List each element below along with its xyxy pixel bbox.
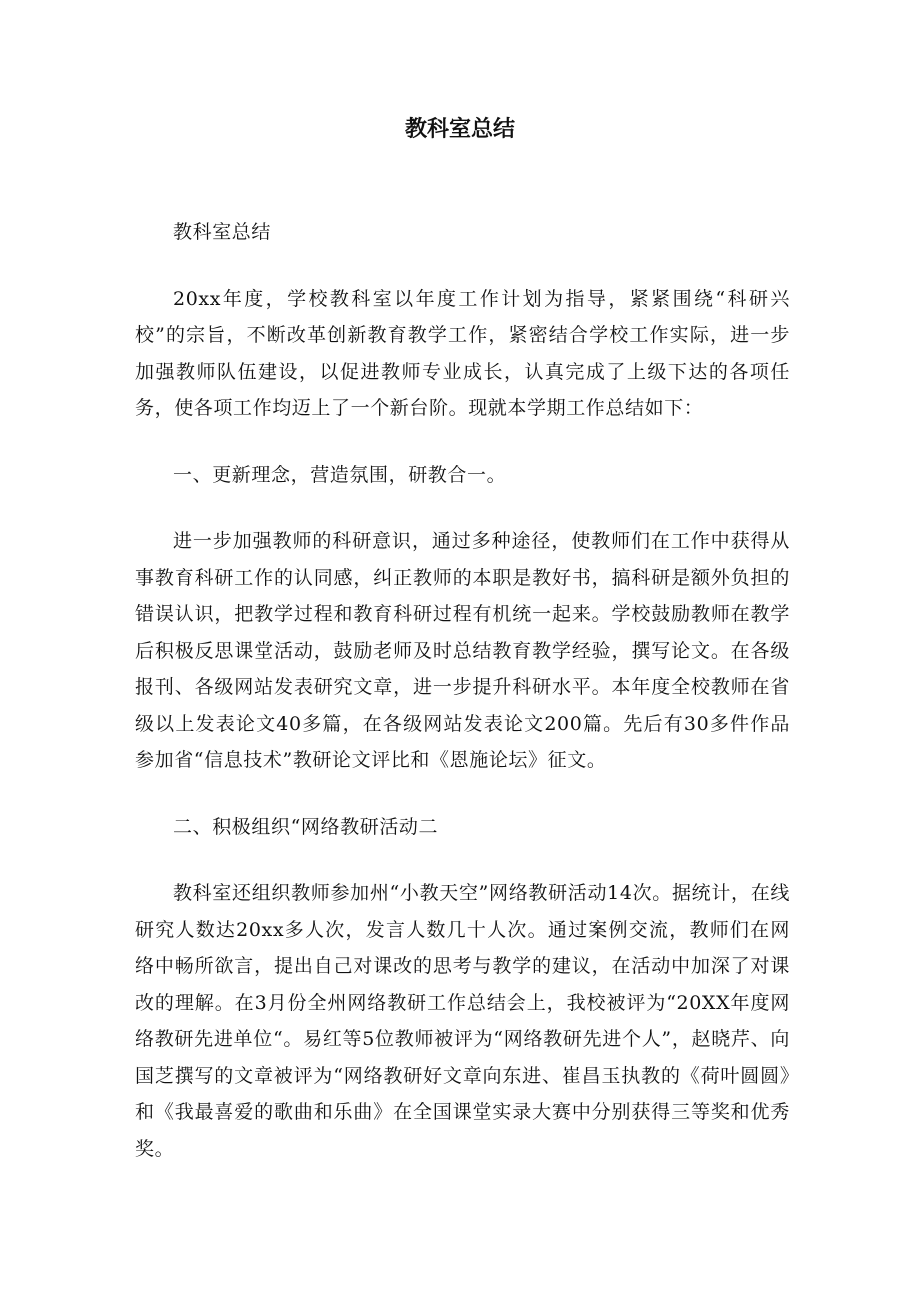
section-1-paragraph: 进一步加强教师的科研意识，通过多种途径，使教师们在工作中获得从事教育科研工作的认同感，纠正教师的本职是教好书，搞科研是额外负担的错误认识，把教学过程和教育科研过程有机统一起来。学校鼓励教师在教学后积极反思课堂活动，鼓励老师及时总结教育教学经验，撰写论文。在各级报刊、各级网站发表研究文章，进一步提升科研水平。本年度全校教师在省级以上发表论文40多篇，在各级网站发表论文200篇。先后有30多件作品参加省“信息技术”教研论文评比和《恩施论坛》征文。 — [135, 530, 790, 771]
document-body — [135, 214, 790, 1197]
section-2-paragraph: 教科室还组织教师参加州“小教天空”网络教研活动14次。据统计，在线研究人数达20xx多人次，发言人数几十人次。通过案例交流，教师们在网络中畅所欲言，提出自己对课改的思考与教学的建议，在活动中加深了对课改的理解。在3月份全州网络教研工作总结会上，我校被评为“20XX年度网络教研先进单位“。易红等5位教师被评为“网络教研先进个人”，赵晓芹、向国芝撰写的文章被评为“网络教研好文章向东进、崔昌玉执教的《荷叶圆圆》和《我最喜爱的歌曲和乐曲》在全国课堂实录大赛中分别获得三等奖和优秀奖。 — [135, 882, 790, 1160]
section-heading-2: 二、积极组织“网络教研活动二 — [173, 815, 439, 838]
document-title: 教科室总结 — [404, 117, 515, 142]
intro-paragraph: 20xx年度，学校教科室以年度工作计划为指导，紧紧围绕“科研兴校”的宗旨，不断改革创新教育教学工作，紧密结合学校工作实际，进一步加强教师队伍建设，以促进教师专业成长，认真完成了上级下达的各项任务，使各项工作均迈上了一个新台阶。现就本学期工作总结如下： — [135, 287, 790, 419]
section-heading-1: 一、更新理念，营造氛围，研教合一。 — [173, 463, 507, 486]
section-label: 教科室总结 — [173, 221, 272, 243]
